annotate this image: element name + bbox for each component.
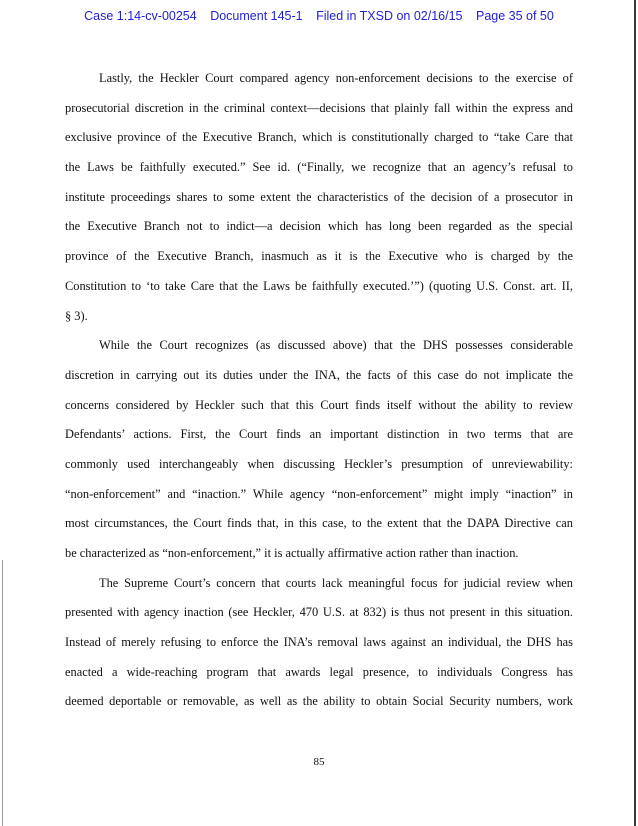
text-line: “non-enforcement” and “inaction.” While agency “non-enforcement” might imply “inaction” in: [65, 486, 573, 501]
text-line: presented with agency inaction (see Heckler, 470 U.S. at 832) is thus not present in this situation.: [65, 605, 573, 620]
text-line: enacted a wide-reaching program that awards legal presence, to individuals Congress has: [65, 664, 573, 679]
text-line: be characterized as “non-enforcement,” it is actually affirmative action rather than inaction.: [65, 546, 519, 560]
court-filing-header: [0, 9, 638, 23]
text-line: most circumstances, the Court finds that, in this case, to the extent that the DAPA Directive can: [65, 516, 573, 531]
text-line: Lastly, the Heckler Court compared agency non-enforcement decisions to the exercise of: [99, 71, 573, 85]
text-line: Defendants’ actions. First, the Court finds an important distinction in two terms that are: [65, 427, 573, 442]
document-body: [65, 64, 573, 717]
text-line: Instead of merely refusing to enforce the INA’s removal laws against an individual, the DHS has: [65, 635, 573, 650]
document-number: Document 145-1: [210, 9, 303, 23]
text-line: the Laws be faithfully executed.” See id. (“Finally, we recognize that an agency’s refusal to: [65, 160, 573, 175]
text-line: prosecutorial discretion in the criminal context—decisions that plainly fall within the express and: [65, 100, 573, 115]
text-line: Constitution to ‘to take Care that the Laws be faithfully executed.’”) (quoting U.S. Const. art. II,: [65, 278, 573, 293]
page-number: 85: [313, 756, 325, 768]
text-line: commonly used interchangeably when discussing Heckler’s presumption of unreviewability:: [65, 456, 573, 471]
text-line: While the Court recognizes (as discussed above) that the DHS possesses considerable: [99, 338, 573, 353]
scan-edge-left: [2, 560, 3, 826]
text-line: exclusive province of the Executive Branch, which is constitutionally charged to “take Care that: [65, 130, 573, 145]
text-line: The Supreme Court’s concern that courts lack meaningful focus for judicial review when: [99, 575, 573, 590]
scan-edge-right: [634, 0, 636, 826]
page-count: Page 35 of 50: [475, 9, 554, 23]
text-line: § 3).: [65, 308, 88, 323]
text-line: discretion in carrying out its duties under the INA, the facts of this case do not implicate the: [65, 367, 573, 382]
text-line: concerns considered by Heckler such that this Court finds itself without the ability to review: [65, 397, 573, 412]
text-line: deemed deportable or removable, as well as the ability to obtain Social Security numbers, work: [65, 694, 573, 709]
text-line: the Executive Branch not to indict—a decision which has long been regarded as the special: [65, 219, 573, 234]
text-line: institute proceedings shares to some extent the characteristics of the decision of a prosecutor in: [65, 189, 573, 204]
filing-date: Filed in TXSD on 02/16/15: [316, 9, 463, 23]
case-number: Case 1:14-cv-00254: [84, 9, 197, 23]
text-line: province of the Executive Branch, inasmuch as it is the Executive who is charged by the: [65, 249, 573, 264]
